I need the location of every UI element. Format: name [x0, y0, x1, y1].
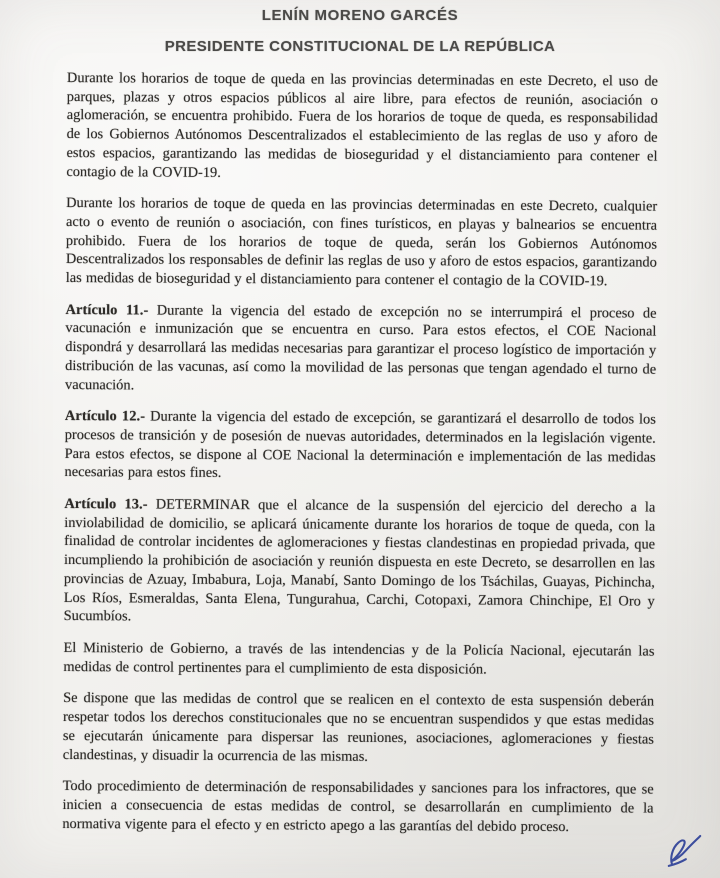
article-number-label: Artículo 12.-: [64, 408, 146, 425]
article-13: [64, 495, 656, 630]
paragraph-sanctions-procedure: [62, 777, 653, 837]
article-11: [65, 301, 657, 398]
article-number-label: Artículo 11.-: [65, 301, 149, 319]
paragraph-text: Durante los horarios de toque de queda en las provincias determinadas en este Decreto, cualquier acto o evento de reunión o asociación, con fines turísticos, en playas y balnearios se encuentra prohibido. Fuera de los horarios de toque de queda, serán los Gobiernos Autónomos Descentralizados los responsables de definir las reglas de uso y aforo de estos espacios, garantizando las medidas de bioseguridad y el distanciamiento para contener el contagio de la COVID-19.: [65, 195, 658, 290]
paragraph-text: Durante la vigencia del estado de excepción no se interrumpirá el proceso de vacunación e inmunización que se encuentra en curso. Para estos efectos, el COE Nacional dispondrá y desarrollará las medidas necesarias para garantizar el proceso logístico de importación y distribución de las vacunas, así como la movilidad de las personas que tengan agendado el turno de vacunación.: [65, 302, 657, 393]
document-header: [0, 0, 720, 55]
article-12: [64, 407, 655, 485]
signature-initial-icon: [665, 828, 705, 874]
paragraph-control-measures: [63, 689, 654, 767]
paragraph-text: El Ministerio de Gobierno, a través de las intendencias y de la Policía Nacional, ejecutarán las medidas de control pertinentes para el cumplimiento de esta disposición.: [63, 639, 655, 678]
paragraph-text: Se dispone que las medidas de control que se realicen en el contexto de esta suspensión deberán respetar todos los derechos constitucionales que no se encuentran suspendidos y que estas medidas se ejecutarán únicamente para dispersar las reuniones, asociaciones, aglomeraciones y fiestas clandestinas, y disuadir la ocurrencia de las mismas.: [62, 690, 655, 765]
article-number-label: Artículo 13.-: [64, 496, 148, 513]
paragraph-ministry-enforcement: [63, 639, 654, 680]
paragraph-text: Todo procedimiento de determinación de responsabilidades y sanciones para los infractores, que se inicien a consecuencia de estas medidas de control, se desarrollarán en cumplimiento de la normativa vigente para el efecto y en estricto apego a las garantías del debido proceso.: [62, 778, 654, 835]
paragraph-curfew-tourism-beaches: [66, 194, 658, 291]
paragraph-text: DETERMINAR que el alcance de la suspensión del ejercicio del derecho a la inviolabilidad de domicilio, se aplicará únicamente durante los horarios de toque de queda, con la finalidad de controlar incidentes de aglomeraciones y fiestas clandestinas en propiedad privada, que incumpliendo la prohibición de asociación y reunión dispuesta en este Decreto, se desarrollen en las provincias de Azuay, Imbabura, Loja, Manabí, Santo Domingo de los Tsáchilas, Guayas, Pichincha, Los Ríos, Esmeraldas, Santa Elena, Tungurahua, Carchi, Cotopaxi, Zamora Chinchipe, El Oro y Sucumbíos.: [63, 496, 656, 625]
document-author: LENÍN MORENO GARCÉS: [261, 7, 459, 24]
document-body: [62, 69, 658, 850]
paragraph-text: Durante los horarios de toque de queda en las provincias determinadas en este Decreto, el uso de parques, plazas y otros espacios públicos al aire libre, para efectos de reunión, asociación o aglomeración, se encuentra prohibido. Fuera de los horarios de toque de queda, es responsabilidad de los Gobiernos Autónomos Descentralizados el establecimiento de las reglas de uso y aforo de estos espacios, garantizando las medidas de bioseguridad y el distanciamiento para contener el contagio de la COVID-19.: [66, 69, 658, 181]
paragraph-text: Durante la vigencia del estado de excepción, se garantizará el desarrollo de todos los procesos de transición y de posesión de nuevas autoridades, determinados en la legislación vigente. Para estos efectos, se dispone al COE Nacional la determinación e implementación de las medidas necesarias para estos fines.: [64, 408, 656, 482]
paragraph-curfew-public-spaces: [66, 69, 658, 185]
document-author-title: PRESIDENTE CONSTITUCIONAL DE LA REPÚBLICA: [164, 38, 556, 55]
